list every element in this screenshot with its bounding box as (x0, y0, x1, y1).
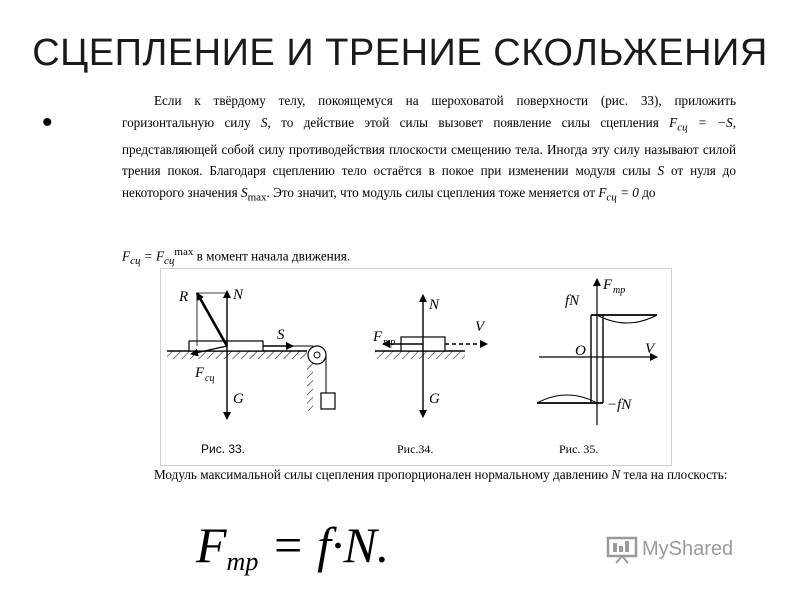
fig35-label-minus-fN: −fN (607, 397, 632, 413)
fig33-caption: Рис. 33. (201, 442, 246, 456)
p1-text-a: Если к твёрдому телу, покоящемуся на шероховатой поверхности (рис. 33), приложить горизонтальную силу (122, 93, 736, 130)
fig35-label-V: V (645, 341, 655, 357)
fig34-label-N: N (429, 297, 440, 313)
figure-35 (537, 277, 657, 425)
p2-eq: = F (140, 248, 165, 264)
fig34-label-F-sub: тр (383, 337, 396, 348)
var-Smax-sub: max (247, 191, 267, 204)
fig35-label-O: O (575, 343, 586, 359)
paragraph-1 (122, 90, 736, 209)
p2-max-sup: max (174, 246, 194, 258)
fig33-ground-hatch (167, 351, 307, 359)
p3-var-N: N (611, 467, 621, 482)
p2-F-sub: сц (130, 255, 141, 268)
figure-34 (372, 295, 487, 417)
fig35-upper-curve (597, 315, 657, 323)
p1-text-e: . Это значит, что модуль силы сцепления тоже меняется от (266, 185, 599, 201)
paragraph-3 (122, 464, 736, 486)
fig33-label-F-sub: сц (205, 373, 215, 384)
fig34-label-G: G (429, 391, 440, 407)
fig35-label-fN: fN (565, 293, 580, 309)
figures-drawing (161, 269, 671, 465)
formula-F: F (196, 517, 227, 573)
fig33-label-G: G (233, 391, 244, 407)
p1-text-d: от нуля до некоторого значения (122, 163, 736, 201)
p1-text-f: до (638, 185, 656, 201)
watermark (606, 534, 733, 564)
p1-text-c: , представляющей собой силу противодействия плоскости смещению тела. Иногда эту силу называют силой трения покоя. Благодаря сцеплению тело остаётся в покое при изменении модуля силы (122, 114, 736, 179)
formula-sub: тр (226, 547, 259, 576)
eq2-rest: = 0 (616, 185, 639, 201)
fig35-lower-curve (537, 395, 597, 403)
slide-title: СЦЕПЛЕНИЕ И ТРЕНИЕ СКОЛЬЖЕНИЯ (32, 32, 768, 74)
eq2-F: F (598, 185, 607, 201)
fig33-arrow-R (197, 293, 227, 346)
p3-text-b: тела на плоскость: (620, 467, 728, 482)
fig34-label-V: V (475, 319, 485, 335)
fig33-label-F: F (195, 365, 205, 381)
figure-33 (167, 287, 335, 419)
main-formula (196, 516, 389, 577)
eq1-F: F (669, 114, 678, 130)
eq1-rest: = −S (687, 114, 733, 130)
fig33-label-N: N (233, 287, 244, 303)
fig34-caption: Рис.34. (397, 442, 434, 456)
var-Smax: S (240, 185, 248, 201)
eq1-F-sub: сц (677, 121, 688, 134)
p2-F: F (122, 248, 131, 264)
p2-text: в момент начала движения. (193, 248, 351, 264)
watermark-text: MyShared (642, 537, 734, 560)
var-S: S (260, 114, 268, 130)
p1-text-b: , то действие этой силы вызовет появление силы сцепления (267, 114, 670, 130)
figures-panel (160, 268, 672, 466)
bullet-point: • (42, 106, 53, 139)
fig34-label-F: F (373, 329, 383, 345)
p2-max-sub: сц (164, 255, 175, 268)
p3-text-a: Модуль максимальной силы сцепления пропорционален нормальному давлению (154, 467, 612, 482)
fig33-pulley-axle (314, 352, 320, 358)
fig35-label-F-sub: тр (613, 285, 626, 296)
fig35-label-F: F (603, 277, 613, 293)
presentation-screen-icon (606, 534, 642, 564)
eq2-F-sub: сц (606, 191, 617, 204)
fig35-caption: Рис. 35. (559, 442, 599, 456)
fig33-label-S: S (277, 327, 285, 343)
var-S-2: S (657, 163, 665, 179)
formula-rest: = f·N. (258, 517, 390, 573)
fig33-label-R: R (179, 289, 189, 305)
fig34-ground-hatch (375, 351, 465, 359)
fig33-weight (321, 393, 335, 409)
fig33-wall-hatch (307, 361, 313, 411)
